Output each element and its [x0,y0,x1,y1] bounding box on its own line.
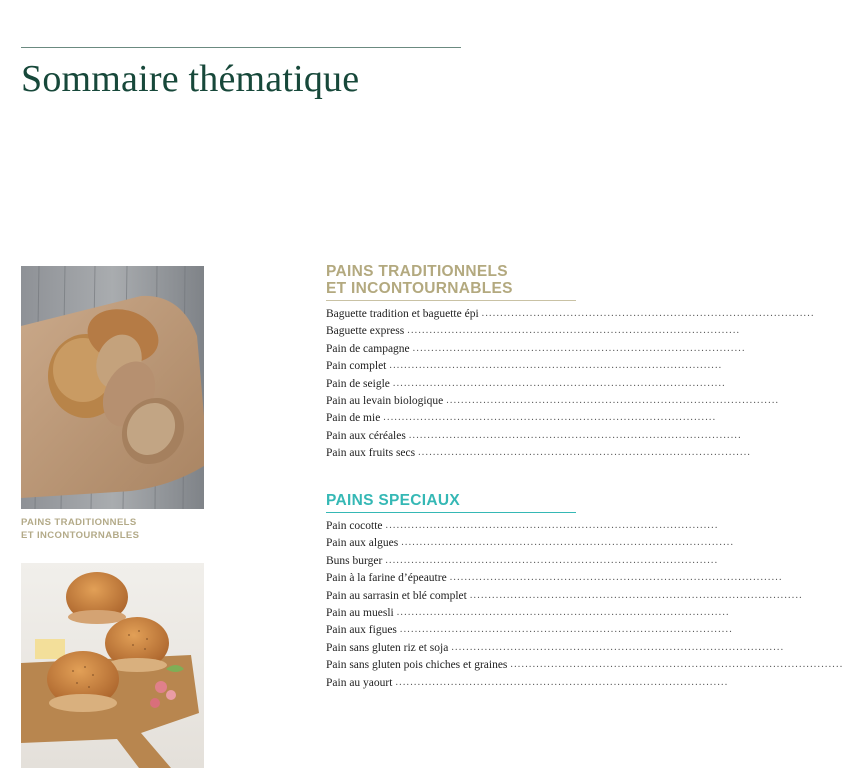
toc-label: Baguette express [326,325,405,338]
section-heading: PAINS SPECIAUX [326,492,460,509]
toc-label: Pain sans gluten riz et soja [326,641,449,654]
dot-leader: .......................................................................................... [451,641,785,653]
dot-leader: .......................................................................................... [385,520,719,531]
dot-leader: .......................................................................................... [389,360,723,372]
section-rule [326,300,576,301]
dot-leader: .......................................................................................... [383,412,717,424]
dot-leader: .......................................................................................... [401,537,735,549]
toc-item[interactable] [326,640,785,657]
photo-caption: PAINS TRADITIONNELS ET INCONTOURNABLES [21,517,140,541]
toc-list [326,306,815,463]
toc-label: Pain aux céréales [326,429,406,442]
toc-label: Pain de mie [326,412,381,425]
bread-loaf-photo [21,266,204,509]
dot-leader: .......................................................................................... [396,606,730,618]
toc-label: Pain aux figues [326,624,397,637]
toc-label: Pain à la farine d’épeautre [326,572,447,585]
dot-leader: .......................................................................................... [418,447,752,459]
toc-label: Pain au levain biologique [326,394,444,407]
toc-item[interactable] [326,622,733,639]
toc-item[interactable] [326,657,843,674]
toc-item[interactable] [326,410,717,427]
toc-item[interactable] [326,376,726,393]
toc-item[interactable] [326,675,729,692]
toc-item[interactable] [326,341,746,358]
toc-item[interactable] [326,535,735,552]
toc-item[interactable] [326,518,719,535]
dot-leader: .......................................................................................... [481,308,815,319]
toc-item[interactable] [326,323,741,340]
toc-item[interactable] [326,393,780,410]
toc-label: Pain sans gluten pois chiches et graines [326,659,508,672]
toc-item[interactable] [326,588,803,605]
section-rule [326,512,576,513]
toc-label: Pain au yaourt [326,676,393,689]
toc-item[interactable] [326,553,719,570]
toc-label: Buns burger [326,554,383,567]
burger-buns-photo [21,563,204,768]
toc-label: Pain aux algues [326,537,399,550]
toc-label: Pain au sarrasin et blé complet [326,589,467,602]
dot-leader: .......................................................................................... [392,377,726,389]
toc-item[interactable] [326,605,730,622]
dot-leader: .......................................................................................... [510,659,843,671]
toc-label: Pain de campagne [326,342,410,355]
toc-item[interactable] [326,306,815,323]
toc-item[interactable] [326,358,723,375]
toc-label: Pain complet [326,360,387,373]
toc-label: Pain au muesli [326,606,394,619]
toc-label: Pain cocotte [326,520,383,532]
dot-leader: .......................................................................................... [408,429,742,441]
toc-item[interactable] [326,445,752,462]
section-heading: PAINS TRADITIONNELS ET INCONTOURNABLES [326,263,513,297]
toc-label: Pain aux fruits secs [326,447,416,460]
dot-leader: .......................................................................................... [399,624,733,636]
toc-item[interactable] [326,428,742,445]
dot-leader: .......................................................................................... [395,676,729,688]
dot-leader: .......................................................................................... [469,589,803,601]
dot-leader: .......................................................................................... [446,394,780,406]
page-title: Sommaire thématique [21,58,360,100]
toc-item[interactable] [326,570,783,587]
toc-label: Pain de seigle [326,377,390,390]
section-speciaux [326,492,843,692]
section-traditionnels [326,263,815,463]
dot-leader: .......................................................................................... [407,325,741,337]
toc-list [326,518,843,692]
dot-leader: .......................................................................................... [412,342,746,354]
top-rule [21,47,461,48]
dot-leader: .......................................................................................... [449,572,783,584]
dot-leader: .......................................................................................... [385,554,719,566]
toc-label: Baguette tradition et baguette épi [326,308,479,320]
